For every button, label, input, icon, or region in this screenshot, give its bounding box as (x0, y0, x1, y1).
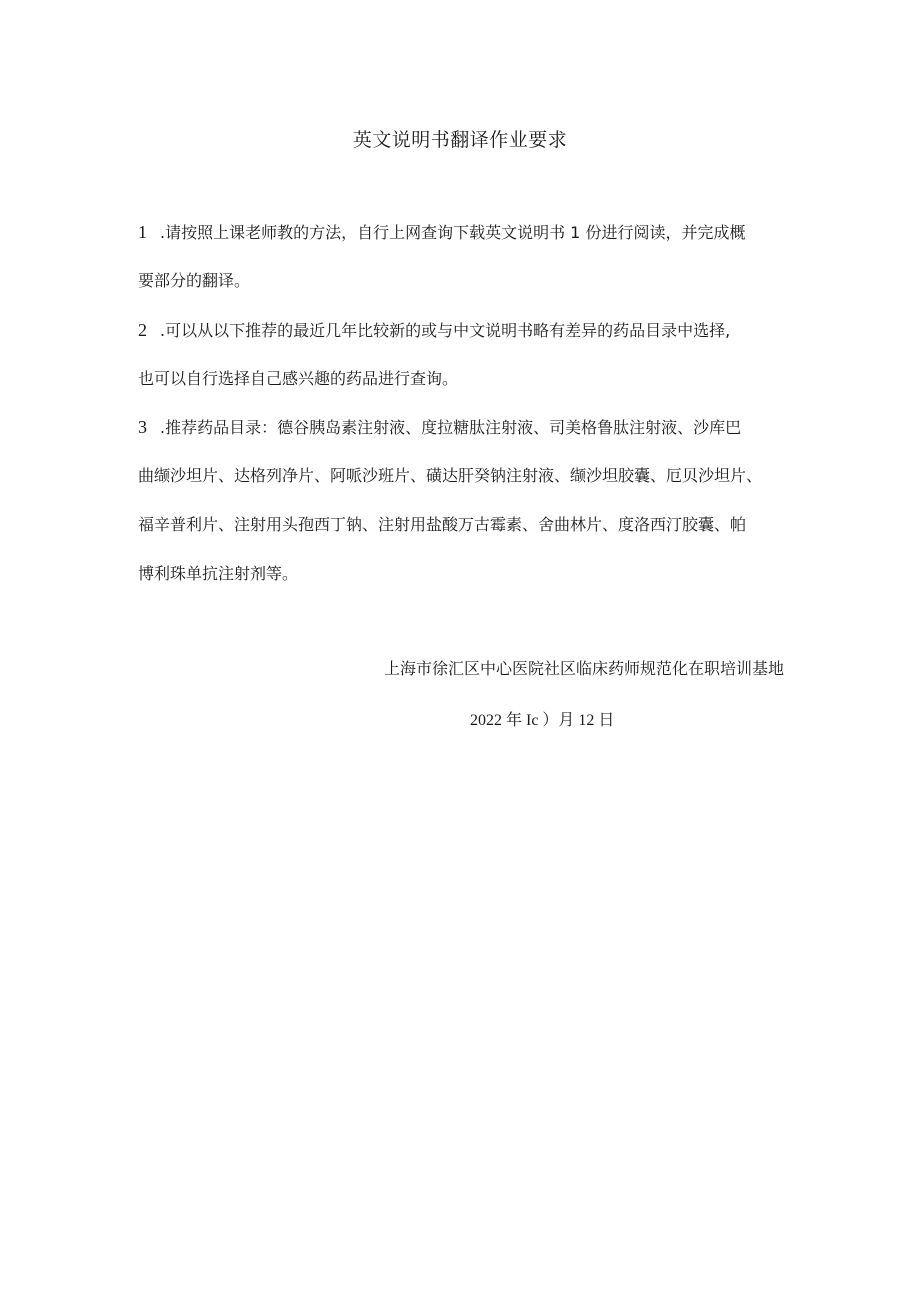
issue-date: 2022 年 Ic ）月 12 日 (470, 712, 615, 729)
item-1-line-1 (138, 219, 798, 246)
item-3-text-3: 福辛普利片、注射用头孢西丁钠、注射用盐酸万古霉素、舍曲林片、度洛西汀胶囊、帕 (138, 515, 747, 534)
item-3-line-4 (138, 561, 798, 587)
item-1-number: 1 (138, 222, 147, 242)
item-3-text-1: .推荐药品目录：德谷胰岛素注射液、度拉糖肽注射液、司美格鲁肽注射液、沙库巴 (160, 418, 742, 437)
item-2-line-1 (138, 317, 798, 344)
issuing-organization: 上海市徐汇区中心医院社区临床药师规范化在职培训基地 (383, 659, 784, 678)
item-3-line-2 (138, 463, 798, 489)
document-title: 英文说明书翻译作业要求 (352, 129, 568, 151)
item-3-number: 3 (138, 417, 147, 437)
item-3-line-3 (138, 512, 798, 538)
item-1-line-2 (138, 268, 798, 294)
item-1-text-1: .请按照上课老师教的方法，自行上网查询下载英文说明书 1 份进行阅读，并完成概 (160, 223, 746, 242)
item-2-text-1: .可以从以下推荐的最近几年比较新的或与中文说明书略有差异的药品目录中选择, (160, 321, 731, 340)
item-1-text-2: 要部分的翻译。 (138, 271, 251, 290)
item-2-number: 2 (138, 320, 147, 340)
item-3-text-4: 博利珠单抗注射剂等。 (138, 564, 299, 583)
item-2-line-2 (138, 366, 798, 392)
item-2-text-2: 也可以自行选择自己感兴趣的药品进行查询。 (138, 369, 459, 388)
item-3-line-1 (138, 414, 798, 441)
item-3-text-2: 曲缬沙坦片、达格列净片、阿哌沙班片、磺达肝癸钠注射液、缬沙坦胶囊、厄贝沙坦片、 (138, 466, 763, 485)
